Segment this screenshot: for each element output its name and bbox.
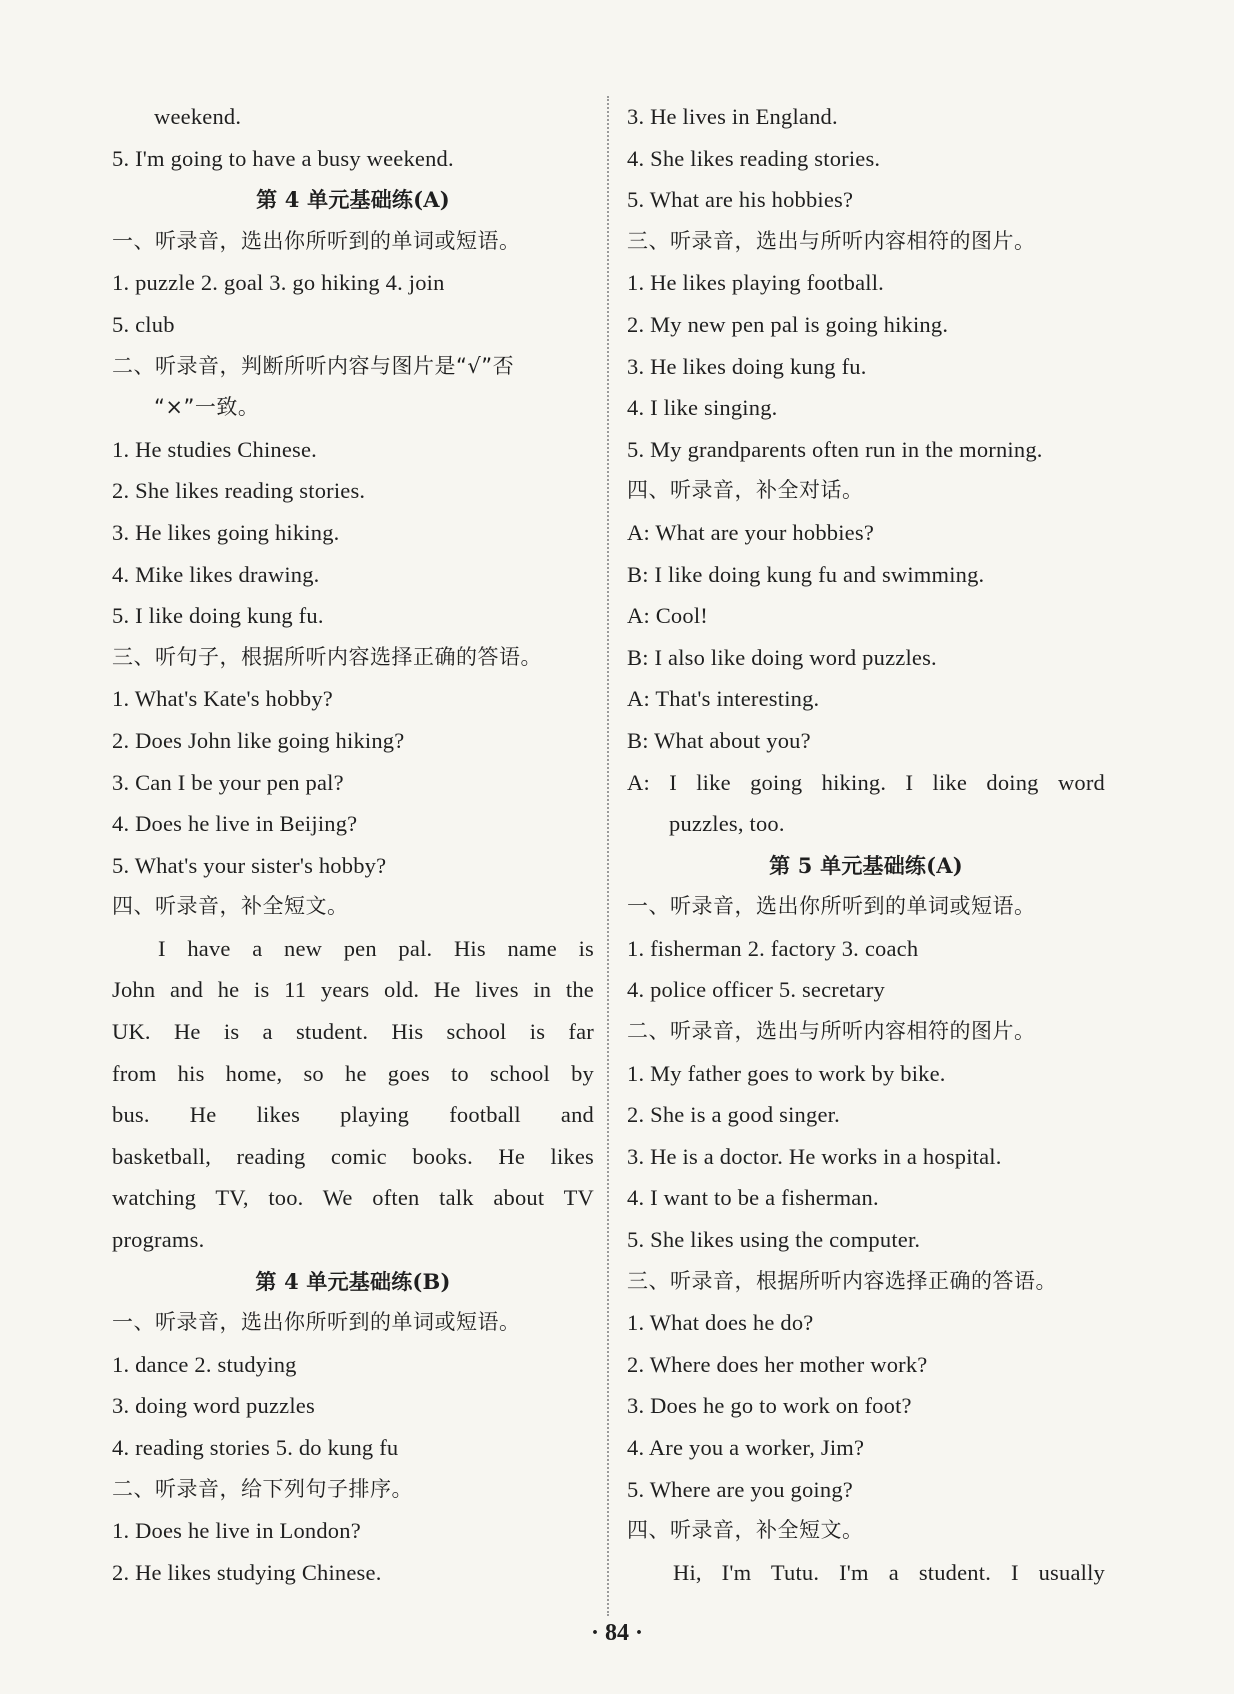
text-line: 4. Are you a worker, Jim?	[627, 1435, 865, 1460]
section-heading: 第 5 单元基础练(A)	[769, 852, 963, 878]
exercise-instruction: 三、听录音，根据所听内容选择正确的答语。	[627, 1268, 1057, 1293]
text-line: B: I also like doing word puzzles.	[627, 644, 937, 670]
text-line: 5. I like doing kung fu.	[112, 603, 324, 629]
text-line: 4. She likes reading stories.	[627, 145, 881, 171]
text-line: 5. What's your sister's hobby?	[112, 852, 387, 878]
text-line: A: I like going hiking. I like doing word	[627, 769, 1105, 795]
text-line: 3. Can I be your pen pal?	[112, 769, 344, 795]
text-line: 4. reading stories 5. do kung fu	[112, 1435, 399, 1460]
exercise-instruction: 四、听录音，补全短文。	[627, 1518, 864, 1543]
text-line: 1. fisherman 2. factory 3. coach	[627, 935, 919, 961]
section-heading: 第 4 单元基础练(A)	[256, 187, 450, 213]
text-line: UK. He is a student. His school is far	[112, 1019, 594, 1045]
text-line: A: Cool!	[627, 603, 708, 629]
page-number: · 84 ·	[590, 1620, 643, 1646]
text-line: from his home, so he goes to school by	[112, 1060, 594, 1086]
text-line: 1. puzzle 2. goal 3. go hiking 4. join	[112, 270, 445, 296]
text-line: 1. What does he do?	[627, 1310, 814, 1336]
text-line: 1. He likes playing football.	[627, 270, 885, 296]
text-line: watching TV, too. We often talk about TV	[112, 1185, 594, 1211]
right-column	[627, 96, 1105, 1593]
text-line: weekend.	[154, 104, 242, 129]
text-line: 3. He is a doctor. He works in a hospital.	[627, 1143, 1002, 1169]
text-line: 5. Where are you going?	[627, 1476, 853, 1502]
text-line: 5. club	[112, 311, 175, 337]
exercise-instruction: 二、听录音，选出与所听内容相符的图片。	[627, 1019, 1036, 1044]
exercise-instruction: 一、听录音，选出你所听到的单词或短语。	[112, 228, 521, 253]
text-line: 2. Where does her mother work?	[627, 1351, 928, 1377]
text-line: A: That's interesting.	[627, 686, 820, 712]
text-line: basketball, reading comic books. He likes	[112, 1143, 594, 1169]
text-line: puzzles, too.	[669, 811, 785, 837]
text-line: 2. My new pen pal is going hiking.	[627, 311, 949, 337]
text-line: 5. My grandparents often run in the morning.	[627, 436, 1043, 462]
text-line: 3. Does he go to work on foot?	[627, 1393, 912, 1419]
text-line: 1. dance 2. studying	[112, 1351, 297, 1377]
section-heading: 第 4 单元基础练(B)	[255, 1268, 451, 1294]
text-line: 3. He lives in England.	[627, 104, 838, 129]
text-line: 2. She is a good singer.	[627, 1102, 840, 1128]
text-line: 1. He studies Chinese.	[112, 436, 317, 462]
text-line: 3. He likes doing kung fu.	[627, 353, 867, 379]
text-line: 4. I like singing.	[627, 395, 778, 421]
column-divider	[607, 96, 609, 1616]
exercise-instruction: 三、听录音，选出与所听内容相符的图片。	[627, 228, 1036, 253]
text-line: 3. He likes going hiking.	[112, 519, 340, 545]
text-line: 5. I'm going to have a busy weekend.	[112, 145, 454, 171]
exercise-instruction: 二、听录音，给下列句子排序。	[112, 1476, 413, 1501]
exercise-instruction: “×”一致。	[154, 395, 260, 420]
exercise-instruction: 二、听录音，判断所听内容与图片是“√”否	[112, 353, 515, 378]
exercise-instruction: 四、听录音，补全短文。	[112, 894, 349, 919]
text-line: 1. My father goes to work by bike.	[627, 1060, 946, 1086]
text-line: 1. What's Kate's hobby?	[112, 686, 333, 712]
text-line: 4. Mike likes drawing.	[112, 561, 320, 587]
exercise-instruction: 一、听录音，选出你所听到的单词或短语。	[627, 894, 1036, 919]
text-line: bus. He likes playing football and	[112, 1102, 594, 1128]
text-line: 2. She likes reading stories.	[112, 478, 366, 504]
text-line: 4. police officer 5. secretary	[627, 977, 885, 1003]
text-line: A: What are your hobbies?	[627, 519, 875, 545]
text-line: programs.	[112, 1227, 205, 1253]
text-line: 2. Does John like going hiking?	[112, 727, 405, 753]
text-line: John and he is 11 years old. He lives in the	[112, 977, 594, 1003]
text-line: Hi, I'm Tutu. I'm a student. I usually	[673, 1559, 1105, 1585]
text-line: 2. He likes studying Chinese.	[112, 1559, 382, 1585]
exercise-instruction: 四、听录音，补全对话。	[627, 478, 864, 503]
text-line: 5. What are his hobbies?	[627, 187, 854, 213]
exercise-instruction: 三、听句子，根据所听内容选择正确的答语。	[112, 644, 542, 669]
text-line: B: I like doing kung fu and swimming.	[627, 561, 985, 587]
text-line: 5. She likes using the computer.	[627, 1227, 921, 1253]
left-column	[112, 96, 594, 1593]
text-line: 3. doing word puzzles	[112, 1393, 315, 1419]
exercise-instruction: 一、听录音，选出你所听到的单词或短语。	[112, 1310, 521, 1335]
text-line: 4. Does he live in Beijing?	[112, 811, 358, 837]
text-line: 4. I want to be a fisherman.	[627, 1185, 879, 1211]
text-line: 1. Does he live in London?	[112, 1518, 361, 1544]
text-line: B: What about you?	[627, 727, 811, 753]
text-line: I have a new pen pal. His name is	[158, 935, 594, 961]
